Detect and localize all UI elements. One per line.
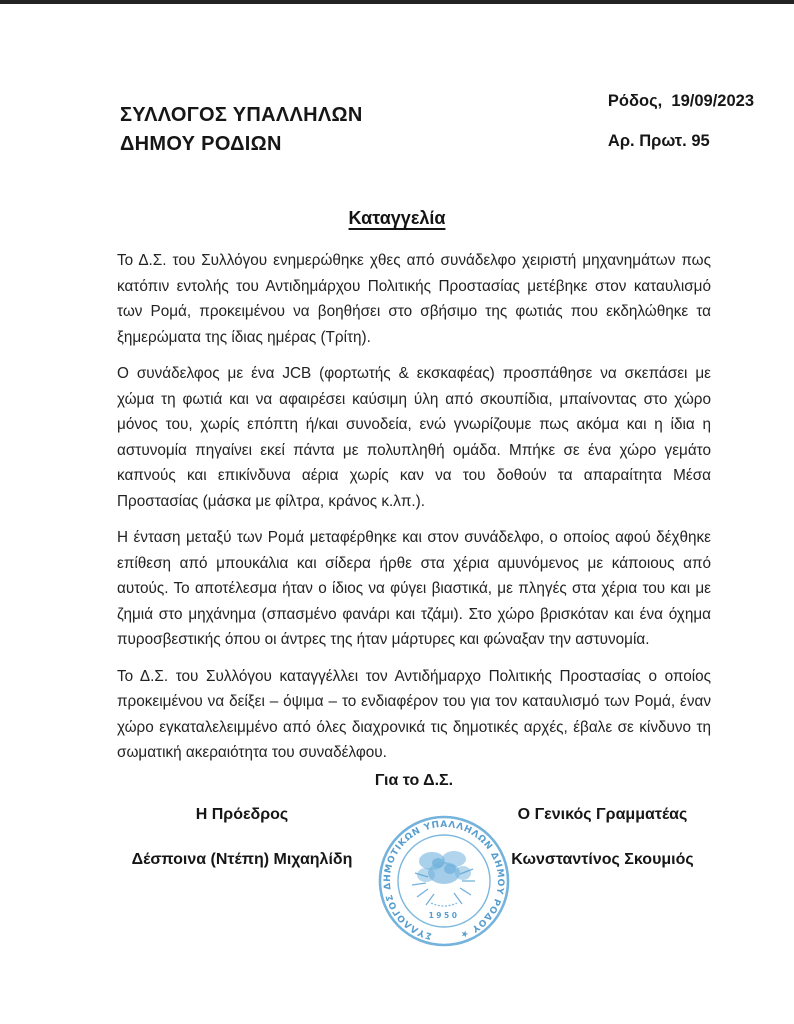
secretary-role: Ο Γενικός Γραμματέας: [517, 806, 688, 823]
signature-president: [122, 806, 362, 869]
organization-name: [120, 92, 363, 159]
stamp-ring-text: ΣΥΛΛΟΓΟΣ ΔΗΜΟΤΙΚΩΝ ΥΠΑΛΛΗΛΩΝ ΔΗΜΟΥ ΡΟΔΟΥ ★: [382, 819, 506, 941]
place-date: Ρόδος, 19/09/2023: [607, 92, 754, 110]
letter-body: [117, 248, 711, 777]
letter-meta: [608, 92, 754, 151]
letter-header: [120, 92, 754, 159]
president-role: Η Πρόεδρος: [195, 806, 289, 823]
secretary-name: Κωνσταντίνος Σκουμιός: [511, 851, 694, 868]
paragraph-4: Το Δ.Σ. του Συλλόγου καταγγέλλει τον Αντιδήμαρχο Πολιτικής Προστασίας ο οποίος προκειμένου να δείξει – όψιμα – το ενδιαφέρον του για τον καταυλισμό των Ρομά, έναν χώρο εγκαταλελειμμένο από όλες διαχρονικά τις δημοτικές αρχές, έβαλε σε κίνδυνο τη σωματική ακεραιότητα του συναδέλφου.: [117, 667, 711, 761]
stamp-scroll-ornament: [431, 903, 457, 906]
president-name: Δέσποινα (Ντέπη) Μιχαηλίδη: [131, 851, 353, 868]
paragraph-1: Το Δ.Σ. του Συλλόγου ενημερώθηκε χθες από συνάδελφο χειριστή μηχανημάτων πως κατόπιν εντολής του Αντιδημάρχου Πολιτικής Προστασίας μετέβηκε στον καταυλισμό των Ρομά, προκειμένου να βοηθήσει στο σβήσιμο της φωτιάς που εκδηλώθηκε τα ξημερώματα της ίδιας ημέρας (Τρίτη).: [117, 252, 711, 346]
for-the-board-label: Για το Δ.Σ.: [374, 772, 454, 789]
page-top-border: [0, 0, 794, 4]
org-name-line1: ΣΥΛΛΟΓΟΣ ΥΠΑΛΛΗΛΩΝ: [120, 104, 363, 126]
paragraph-2: Ο συνάδελφος με ένα JCB (φορτωτής & εκσκαφέας) προσπάθησε να σκεπάσει με χώμα τη φωτιά και να αφαιρέσει καύσιμη ύλη από σκουπίδια, μπαίνοντας στο χώρο μόνος του, χωρίς επόπτη ή/και συνοδεία, ενώ γνωρίζουμε πως ακόμα και η ίδια η αστυνομία πηγαίνει εκεί πάντα με πολυπληθή ομάδα. Μπήκε σε ένα χώρο γεμάτο καπνούς και επικίνδυνα αέρια χωρίς καν να του δοθούν τα απαραίτητα Μέσα Προστασίας (μάσκα με φίλτρα, κράνος κ.λπ.).: [117, 365, 711, 510]
signature-secretary: [500, 806, 705, 869]
letter-title-text: Καταγγελία: [348, 208, 446, 228]
org-name-line2: ΔΗΜΟΥ ΡΟΔΙΩΝ: [120, 133, 282, 155]
official-stamp: [374, 811, 514, 951]
paragraph-3: Η ένταση μεταξύ των Ρομά μεταφέρθηκε και στον συνάδελφο, ο οποίος αφού δέχθηκε επίθεση από μπουκάλια και σίδερα ήρθε στα χέρια αμυνόμενος με κάποιους από αυτούς. Το αποτέλεσμα ήταν ο ίδιος να φύγει βιαστικά, με πληγές στα χέρια του και με ζημιά στο μηχάνημα (σπασμένο φανάρι και τζάμι). Στο χώρο βρισκόταν και ένα όχημα πυροσβεστικής όπου οι άντρες της ήταν μάρτυρες και φώναξαν την αστυνομία.: [117, 529, 711, 648]
letter-title: [0, 208, 794, 229]
stamp-emblem-deer: [417, 851, 471, 884]
stamp-year: 1950: [428, 911, 460, 920]
protocol-number: Αρ. Πρωτ. 95: [607, 132, 710, 150]
